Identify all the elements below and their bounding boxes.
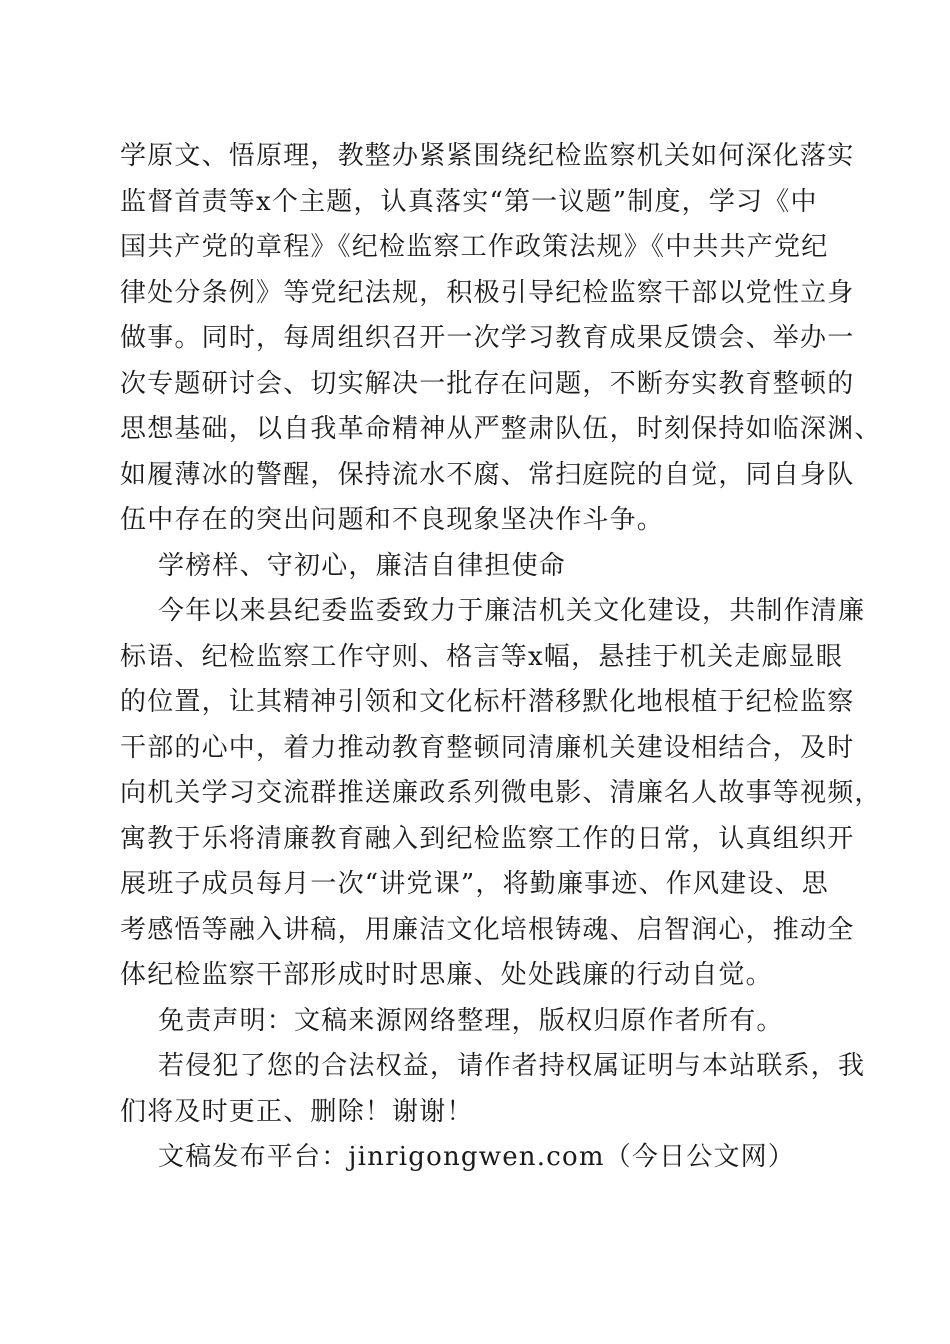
paragraph-line: 干部的心中，着力推动教育整顿同清廉机关建设相结合，及时	[120, 732, 855, 763]
paragraph-line: 向机关学习交流群推送廉政系列微电影、清廉名人故事等视频，	[120, 778, 882, 808]
paragraph-line: 展班子成员每月一次“讲党课”，将勤廉事迹、作风建设、思	[120, 869, 829, 899]
paragraph-line: 次专题研讨会、切实解决一批存在问题，不断夯实教育整顿的	[120, 368, 855, 399]
paragraph-line: 体纪检监察干部形成时时思廉、处处践廉的行动自觉。	[120, 960, 773, 990]
paragraph-line: 的位置，让其精神引领和文化标杆潜移默化地根植于纪检监察	[120, 687, 855, 717]
disclaimer-line: 免责声明：文稿来源网络整理，版权归原作者所有。	[158, 1005, 784, 1036]
paragraph-line: 如履薄冰的警醒，保持流水不腐、常扫庭院的自觉，同自身队	[120, 459, 855, 490]
paragraph-line: 考感悟等融入讲稿，用廉洁文化培根铸魂、启智润心，推动全	[120, 914, 855, 945]
paragraph-line: 思想基础，以自我革命精神从严整肃队伍，时刻保持如临深渊、	[120, 414, 882, 444]
document-body	[120, 134, 882, 1181]
paragraph-line: 今年以来县纪委监委致力于廉洁机关文化建设，共制作清廉	[158, 596, 866, 626]
paragraph-line: 国共产党的章程》《纪检监察工作政策法规》《中共共产党纪	[120, 232, 829, 262]
paragraph-line: 寓教于乐将清廉教育融入到纪检监察工作的日常，认真组织开	[120, 823, 855, 854]
paragraph-line: 标语、纪检监察工作守则、格言等x幅，悬挂于机关走廊显眼	[120, 641, 844, 672]
paragraph-line: 学原文、悟原理，教整办紧紧围绕纪检监察机关如何深化落实	[120, 141, 855, 171]
disclaimer-line: 若侵犯了您的合法权益，请作者持权属证明与本站联系，我	[158, 1051, 866, 1081]
disclaimer-line: 们将及时更正、删除！谢谢！	[120, 1096, 474, 1127]
paragraph-line: 伍中存在的突出问题和不良现象坚决作斗争。	[120, 505, 665, 535]
publisher-line: 文稿发布平台：jinrigongwen.com（今日公文网）	[158, 1142, 796, 1172]
section-heading: 学榜样、守初心，廉洁自律担使命	[158, 550, 567, 581]
paragraph-line: 律处分条例》等党纪法规，积极引导纪检监察干部以党性立身	[120, 277, 855, 308]
paragraph-line: 做事。同时，每周组织召开一次学习教育成果反馈会、举办一	[120, 323, 855, 353]
paragraph-line: 监督首责等x个主题，认真落实“第一议题”制度，学习《中	[120, 186, 818, 217]
